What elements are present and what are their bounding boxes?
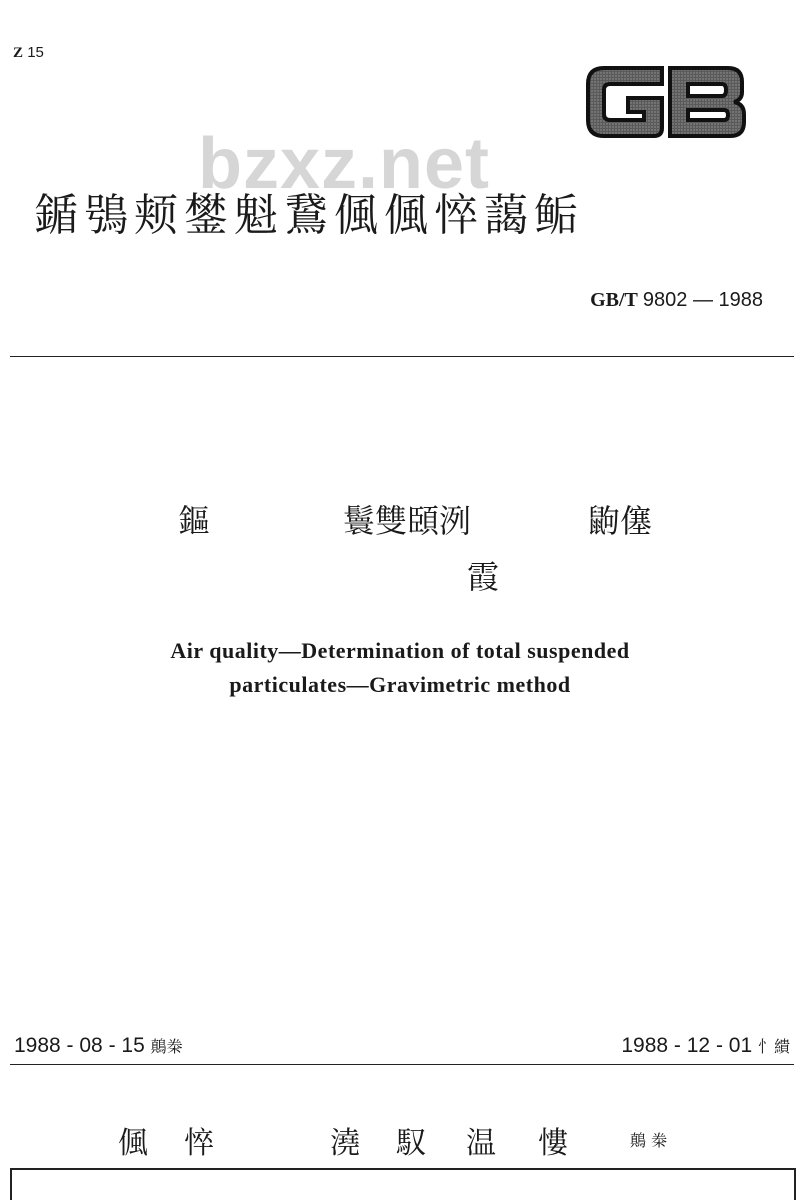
standard-number-value: 9802 — 1988 <box>642 289 763 311</box>
classification-letter: Z <box>13 45 24 61</box>
implementation-date <box>621 1034 790 1058</box>
header-divider <box>10 356 794 357</box>
footer-divider <box>10 1064 794 1065</box>
issuer-suffix: 鷏 桊 <box>630 1131 668 1150</box>
title-segment-2: 鬟雙頣洌 <box>343 502 472 540</box>
issue-date-value: 1988 - 08 - 15 <box>14 1034 145 1057</box>
bottom-frame <box>10 1168 796 1200</box>
classification-code <box>13 44 44 62</box>
document-title-line2: 霞 <box>467 558 500 596</box>
english-title-line2: particulates—Gravimetric method <box>229 672 571 697</box>
watermark: bzxz.net <box>198 124 491 204</box>
gb-logo <box>582 60 750 144</box>
classification-number: 15 <box>27 44 44 61</box>
issuer-part-6: 慺 <box>538 1126 568 1161</box>
issue-date <box>14 1034 183 1058</box>
issue-date-label: 鷏桊 <box>150 1037 183 1056</box>
english-title-line1: Air quality—Determination of total suspended <box>170 638 630 663</box>
issuer-part-2: 悴 <box>184 1126 214 1161</box>
issuer-part-4: 馭 <box>396 1126 426 1161</box>
english-title <box>0 634 800 702</box>
implementation-date-value: 1988 - 12 - 01 <box>621 1034 753 1057</box>
issuer-part-1: 偑 <box>118 1126 148 1161</box>
standard-number-prefix: GB/T <box>590 289 638 311</box>
standard-title: 鍎鴞颊鐢魁鵞偑偑悴藹鲘 <box>34 190 584 241</box>
implementation-date-label: 忄繢 <box>757 1037 790 1056</box>
standard-number <box>590 289 763 312</box>
issuer-part-5: 温 <box>466 1126 496 1161</box>
title-segment-1: 鏂 <box>178 502 211 540</box>
issuer-part-3: 澆 <box>330 1126 360 1161</box>
title-segment-3: 鼩僿 <box>588 502 653 540</box>
